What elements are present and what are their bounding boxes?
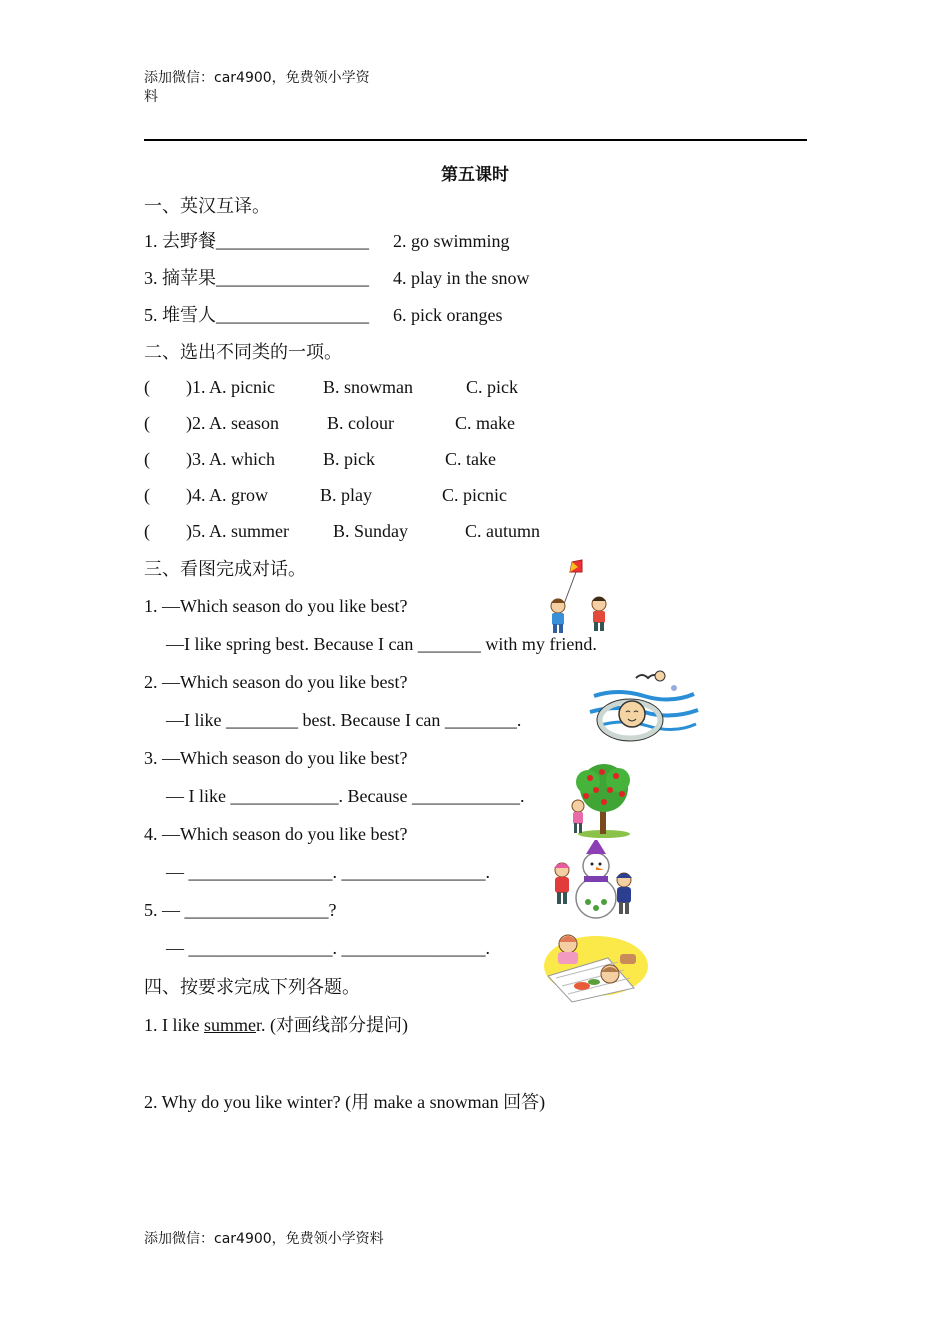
s2-item4-b: B. play xyxy=(320,485,372,505)
s3-a3: — I like ____________. Because ____________. xyxy=(166,786,525,806)
s4-q2: 2. Why do you like winter? (用 make a snowman 回答) xyxy=(144,1092,546,1112)
s2-item1-a: ( )1. A. picnic xyxy=(144,377,275,397)
s2-item5-a: ( )5. A. summer xyxy=(144,521,289,541)
s1-row2-left: 3. 摘苹果_________________ xyxy=(144,268,369,288)
section1-heading: 一、英汉互译。 xyxy=(144,196,270,216)
s3-a1: —I like spring best. Because I can _______ with my friend. xyxy=(166,634,597,654)
s4-q1-prefix: 1. I like xyxy=(144,1015,204,1035)
s3-q4: 4. —Which season do you like best? xyxy=(144,824,408,844)
apple-tree-illustration xyxy=(566,760,638,838)
s2-item2-c: C. make xyxy=(455,413,515,433)
header-line-1: 添加微信：car4900，免费领小学资 xyxy=(144,70,370,86)
s3-q5: 5. — ________________? xyxy=(144,900,337,920)
section3-heading: 三、看图完成对话。 xyxy=(144,559,306,579)
s3-a2: —I like ________ best. Because I can ________. xyxy=(166,710,522,730)
footer-text: 添加微信：car4900，免费领小学资料 xyxy=(144,1231,384,1247)
s2-item2-a: ( )2. A. season xyxy=(144,413,279,433)
s2-item3-a: ( )3. A. which xyxy=(144,449,275,469)
s2-item1-b: B. snowman xyxy=(323,377,413,397)
header-rule xyxy=(144,139,807,141)
kite-kids-illustration xyxy=(542,558,618,636)
s2-item4-a: ( )4. A. grow xyxy=(144,485,268,505)
s2-item3-c: C. take xyxy=(445,449,496,469)
s1-row3-right: 6. pick oranges xyxy=(393,305,503,325)
s4-q1-suffix: r. (对画线部分提问) xyxy=(256,1015,408,1035)
s3-q3: 3. —Which season do you like best? xyxy=(144,748,408,768)
s4-q1 xyxy=(144,1014,408,1036)
s4-q1-underlined: summe xyxy=(204,1015,256,1035)
s1-row1-left: 1. 去野餐_________________ xyxy=(144,231,369,251)
s1-row2-right: 4. play in the snow xyxy=(393,268,530,288)
s2-item4-c: C. picnic xyxy=(442,485,507,505)
s3-q1: 1. —Which season do you like best? xyxy=(144,596,408,616)
s3-a5: — ________________. ________________. xyxy=(166,938,490,958)
section2-heading: 二、选出不同类的一项。 xyxy=(144,342,342,362)
s2-item2-b: B. colour xyxy=(327,413,394,433)
section4-heading: 四、按要求完成下列各题。 xyxy=(144,977,360,997)
s2-item1-c: C. pick xyxy=(466,377,518,397)
s2-item3-b: B. pick xyxy=(323,449,375,469)
s1-row3-left: 5. 堆雪人_________________ xyxy=(144,305,369,325)
s1-row1-right: 2. go swimming xyxy=(393,231,510,251)
swimming-illustration xyxy=(588,668,700,748)
s2-item5-c: C. autumn xyxy=(465,521,540,541)
snowman-illustration xyxy=(548,840,638,924)
s3-a4: — ________________. ________________. xyxy=(166,862,490,882)
picnic-illustration xyxy=(538,930,648,1006)
header-line-2: 料 xyxy=(144,89,158,105)
page-title: 第五课时 xyxy=(441,165,509,185)
s3-q2: 2. —Which season do you like best? xyxy=(144,672,408,692)
s2-item5-b: B. Sunday xyxy=(333,521,409,541)
